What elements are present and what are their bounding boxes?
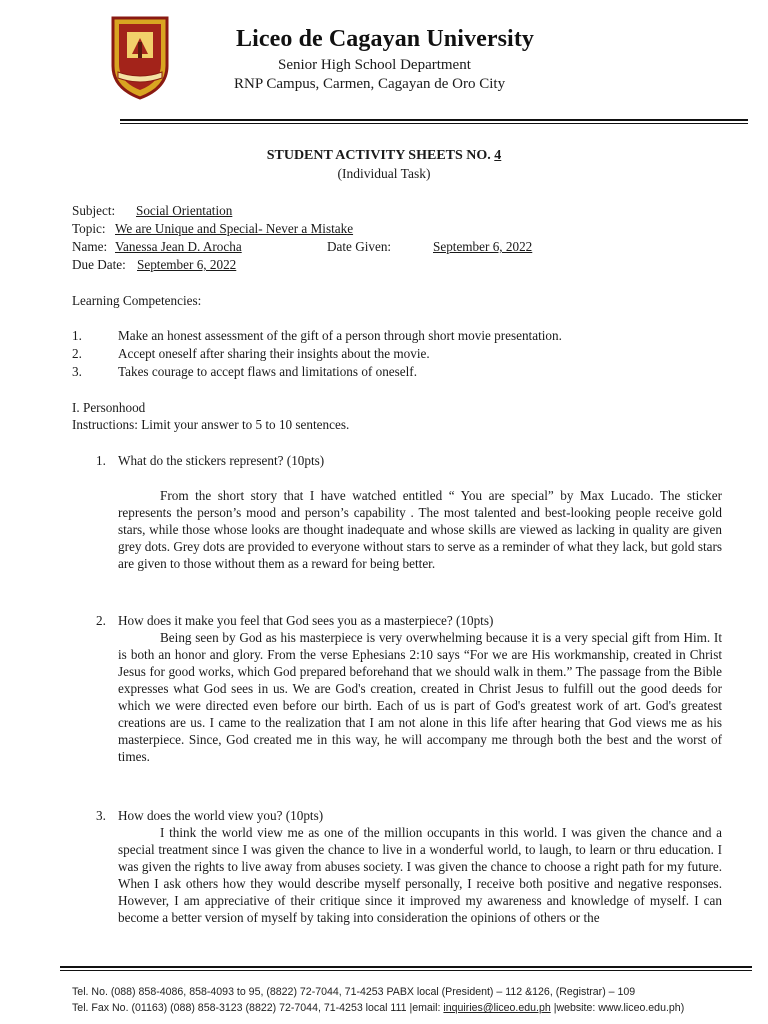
topic-label: Topic: bbox=[72, 221, 106, 236]
answer-paragraph bbox=[118, 824, 722, 960]
header-divider-thin bbox=[120, 123, 748, 124]
competency-number: 1. bbox=[72, 328, 82, 343]
answer-paragraph bbox=[118, 629, 722, 765]
topic-value: We are Unique and Special- Never a Mistake bbox=[115, 221, 354, 236]
section-heading: I. Personhood bbox=[72, 400, 146, 415]
due-date-label: Due Date: bbox=[72, 257, 126, 272]
document-title bbox=[0, 148, 768, 164]
footer-divider bbox=[60, 966, 752, 968]
footer-email-link[interactable]: inquiries@liceo.edu.ph bbox=[443, 1002, 551, 1014]
answer-text: Being seen by God as his masterpiece is very overwhelming because it is a very special gift from Him. It is both an honor and glory. From the verse Ephesians 2:10 says “For we are His workmanship, created in Christ Jesus for good works, which God prepared beforehand that we should walk in them.” The passage from the Bible expresses what God sees in us. We are God's creation, created in Christ Jesus to fulfill out the good deeds for which we were directed even before our birth. Each of us is part of God's greatest work of art. God's greatest creations are us. I came to the realization that I am not alone in this life after hearing that God views me as his masterpiece. Since, God created me in this way, he will accompany me through both the best and the worst of times. bbox=[118, 630, 722, 764]
question-number: 2. bbox=[96, 613, 106, 628]
date-given-value: September 6, 2022 bbox=[433, 239, 533, 254]
department-name: Senior High School Department bbox=[278, 57, 471, 73]
answer-text: From the short story that I have watched entitled “ You are special” by Max Lucado. The sticker represents the person’s mood and person’s capability . The most talented and best-looking people receive gold stars, while those whose looks are thought inadequate and whose skills are viewed as lacking in quality are given grey dots. Grey dots are provided to everyone without stars to serve as a reminder of what they lack, but gold stars are given to those without them as a reward for being better. bbox=[118, 488, 722, 571]
footer-phone-line: Tel. No. (088) 858-4086, 858-4093 to 95, (8822) 72-7044, 71-4253 PABX local (President) – 112 &126, (Registrar) – 109 bbox=[72, 986, 636, 998]
title-number: 4 bbox=[494, 148, 502, 163]
subject-value: Social Orientation bbox=[136, 203, 233, 218]
document-subtitle: (Individual Task) bbox=[337, 166, 431, 181]
answer-paragraph bbox=[118, 487, 722, 572]
competency-text: Accept oneself after sharing their insights about the movie. bbox=[118, 346, 430, 361]
instructions-text: Instructions: Limit your answer to 5 to 10 sentences. bbox=[72, 417, 350, 432]
footer-divider-thin bbox=[60, 970, 752, 971]
question-text: How does the world view you? (10pts) bbox=[118, 808, 324, 823]
date-given-label: Date Given: bbox=[327, 239, 392, 254]
university-name: Liceo de Cagayan University bbox=[236, 26, 535, 52]
footer-website-text: |website: www.liceo.edu.ph) bbox=[550, 1002, 685, 1014]
campus-address: RNP Campus, Carmen, Cagayan de Oro City bbox=[234, 76, 506, 92]
question-text: How does it make you feel that God sees you as a masterpiece? (10pts) bbox=[118, 613, 494, 628]
title-prefix: STUDENT ACTIVITY SHEETS NO. bbox=[266, 148, 495, 163]
competency-text: Takes courage to accept flaws and limitations of oneself. bbox=[118, 364, 417, 379]
competency-number: 2. bbox=[72, 346, 82, 361]
question-number: 3. bbox=[96, 808, 106, 823]
footer-fax-text: Tel. Fax No. (01163) (088) 858-3123 (8822) 72-7044, 71-4253 local 111 |email: bbox=[72, 1002, 444, 1014]
subject-label: Subject: bbox=[72, 203, 116, 218]
competencies-heading: Learning Competencies: bbox=[72, 293, 202, 308]
name-value: Vanessa Jean D. Arocha bbox=[115, 239, 242, 254]
answer-text: I think the world view me as one of the million occupants in this world. I was given the chance and a special treatment since I was given the chance to live in a wonderful world, to laugh, to learn or thru education. I was given the rights to live away from abuses society. I was given the chance to choose a right path for my future. When I ask others how they would describe myself personally, I receive both positive and negative responses. However, I am appreciative of their critique since it improved my awareness and knowledge of myself. I can become a better version of myself by taking into consideration the opinions of others or the bbox=[118, 825, 722, 925]
competency-number: 3. bbox=[72, 364, 82, 379]
competency-text: Make an honest assessment of the gift of a person through short movie presentation. bbox=[118, 328, 562, 343]
question-text: What do the stickers represent? (10pts) bbox=[118, 453, 325, 468]
footer-contact-line bbox=[72, 1002, 684, 1014]
university-seal-logo bbox=[110, 14, 170, 100]
name-label: Name: bbox=[72, 239, 108, 254]
due-date-value: September 6, 2022 bbox=[137, 257, 237, 272]
header-divider bbox=[120, 119, 748, 121]
question-number: 1. bbox=[96, 453, 106, 468]
